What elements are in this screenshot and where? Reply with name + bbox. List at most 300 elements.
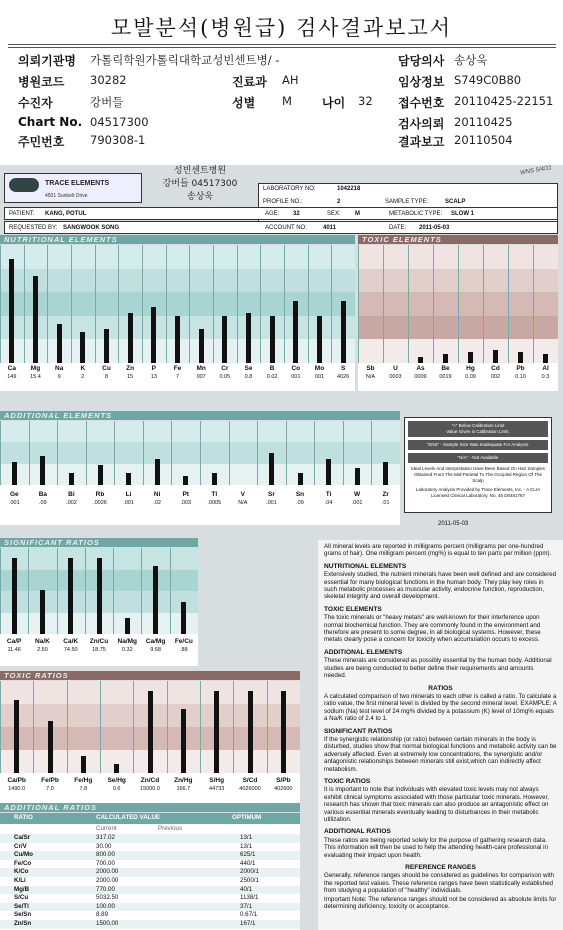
nutritional-title: NUTRITIONAL ELEMENTS [4, 235, 118, 244]
legend-lab: Laboratory Analysis Provided by Trace Elements, Inc. - A CLIA Licensed Clinical Laboratory. No. 45 D0481787 [415, 487, 541, 498]
hospital-code-value: 30282 [90, 73, 127, 87]
toxic-symbol: Hg [466, 365, 475, 372]
ratio-table-row [0, 860, 300, 869]
additional-symbol: Li [125, 491, 132, 498]
nutritional-bar-k [80, 332, 85, 363]
nutritional-symbol: Mo [314, 365, 325, 372]
significant-bar-ca-p [12, 558, 17, 634]
toxic_ratios-symbol: Ca/Pb [7, 777, 26, 784]
toxic_ratios-value: 7.0 [46, 786, 54, 792]
ratio-name: Fe/Co [14, 859, 32, 867]
scan-patient-label: PATIENT: [9, 211, 35, 217]
toxic_ratios-bar-s-cd [248, 691, 253, 773]
ratio-current: 30.00 [96, 842, 112, 850]
toxic-value: 0.10 [515, 374, 526, 380]
additional-value: .001 [351, 500, 363, 506]
requested-label: REQUESTED BY: [9, 225, 58, 231]
toxic_ratios-value: 1490.0 [8, 786, 26, 792]
note-heading: RATIOS [428, 684, 453, 692]
scan-sex-value: M [355, 211, 360, 217]
toxic-bar-al [543, 354, 548, 363]
rrn-label: 주민번호 [18, 135, 65, 149]
chart-no-value: 04517300 [90, 115, 149, 129]
logo-address: 4501 Sunbelt Drive [45, 193, 88, 199]
additional-value: .0026 [93, 500, 107, 506]
toxic-value: 002 [490, 374, 501, 380]
ratio-name: Cu/Mo [14, 851, 33, 859]
toxic-value: 0009 [414, 374, 427, 380]
note-heading: TOXIC ELEMENTS [324, 605, 382, 613]
legend-sns: "SNS" - Sample Size Was Inadequate For Analysis. [408, 440, 548, 450]
ratio-optimum: 1138/1 [240, 894, 259, 902]
stamp-doctor: 송상욱 [186, 192, 214, 202]
toxic-bar-cd [493, 350, 498, 363]
significant-bar-ca-k [68, 558, 73, 634]
profile-label: PROFILE NO.: [263, 199, 303, 205]
significant-symbol: Ca/Mg [145, 638, 166, 645]
hospital-code-label: 병원코드 [18, 75, 65, 89]
ratio-optimum: 13/1 [240, 834, 253, 841]
legend-box [404, 417, 552, 513]
nutritional-symbol: Ca [7, 365, 16, 372]
ratio-table-row [0, 903, 300, 912]
note-text: If the synergistic relationship (or ratio) between certain minerals in the body is disturbed, studies show that normal biological functions and metabolic activity can be adversely affected. Even at extremely low concentrations, the synergistic and/or antagonistic relationships between minerals still exist,which can indirectly affect metabolism. [324, 735, 557, 773]
significant-value: 74.50 [63, 647, 78, 653]
note-heading: ADDITIONAL RATIOS [324, 828, 391, 836]
toxic-gridline [383, 245, 384, 363]
additional-bar-ba [40, 456, 45, 485]
ratio-col-header: RATIO [14, 814, 33, 821]
request-row [4, 221, 558, 234]
additional-value: .04 [324, 500, 333, 506]
additional-gridline [371, 421, 372, 485]
additional-value: .002 [66, 500, 77, 506]
toxic-bar-be [443, 354, 448, 363]
note-heading: REFERENCE RANGES [405, 864, 476, 872]
toxic-gridline [508, 245, 509, 363]
toxic_ratios-bar-s-hg [214, 691, 219, 773]
ratio-name: Mg/B [14, 885, 30, 893]
ratio-table-row [0, 843, 300, 852]
additional-gridline [171, 421, 172, 485]
scan-age-label: AGE: [265, 211, 280, 217]
ratio-table-row [0, 894, 300, 903]
ratio-name: Cr/V [14, 842, 27, 850]
nutritional-value: 001 [291, 374, 301, 380]
nutritional-value: 0.8 [244, 374, 253, 380]
additional-gridline [200, 421, 201, 485]
scan-sex-label: SEX: [327, 211, 341, 217]
additional-title: ADDITIONAL ELEMENTS [4, 411, 113, 420]
legend-line-2: Value Given is Calibration Limit. [446, 429, 510, 434]
nutritional-value: 4026 [337, 374, 350, 380]
note-text: These ratios are being reported solely for the purpose of gathering research data. This information will then be used to help the attending health-care professional in evaluating their impact upon health. [324, 836, 548, 859]
additional-bar-ni [155, 459, 160, 485]
ratio-current: 317.02 [96, 834, 115, 841]
additional-symbol: Sr [267, 491, 275, 498]
significant-symbol: Fe/Cu [174, 638, 193, 645]
note-text: Extensively studied, the nutrient minerals have been well defined and are considered essential for many biological functions in the human body. They play key roles in such metabolic processes as muscular activity, endocrine function, reproduction, skeletal integrity and overall development. [324, 571, 557, 601]
nutritional-value: 15.4 [30, 374, 41, 380]
additional-symbol: Ge [9, 491, 19, 498]
nutritional-bar-zn [128, 313, 133, 363]
additional-symbol: Zr [382, 491, 389, 498]
significant-value: 9.68 [150, 647, 161, 653]
toxic-symbol: Pb [516, 365, 525, 372]
note-heading: SIGNIFICANT RATIOS [324, 727, 393, 735]
significant-gridline [57, 548, 58, 634]
additional-gridline [57, 421, 58, 485]
additional-gridline [257, 421, 258, 485]
nutritional-gridline [142, 245, 143, 363]
significant-gridline [113, 548, 114, 634]
additional-value: .0005 [207, 500, 222, 506]
ratio-table-row [0, 920, 300, 929]
date-value: 2011-05-03 [419, 225, 450, 231]
toxic_ratios-bar-fe-pb [48, 721, 53, 773]
nutritional-value: 007 [196, 374, 206, 380]
nutritional-symbol: Co [291, 365, 301, 372]
toxic_ratios-bar-fe-hg [81, 756, 86, 773]
account-value: 4011 [323, 225, 337, 231]
toxic_ratios-gridline [0, 681, 1, 773]
ratio-table-subheader [0, 824, 300, 835]
scanned-report [0, 165, 563, 930]
stamp-patient: 강버들 04517300 [162, 179, 238, 189]
title-rule [8, 44, 556, 45]
toxic-title: TOXIC ELEMENTS [362, 235, 442, 244]
toxic-header [358, 235, 558, 244]
nutritional-value: 15 [127, 374, 134, 380]
additional-gridline [143, 421, 144, 485]
sig-title: SIGNIFICANT RATIOS [4, 538, 100, 547]
logo-text: TRACE ELEMENTS [45, 180, 110, 187]
toxic_ratios-symbol: S/Hg [209, 777, 225, 784]
additional-value: .09 [296, 500, 304, 506]
nutritional-symbol: B [269, 365, 275, 372]
sex-label: 성별 [232, 96, 256, 110]
nutritional-symbol: Mg [30, 365, 41, 372]
ratio-optimum: 40/1 [240, 885, 253, 893]
additional-symbol: Tl [211, 491, 218, 498]
bottom-date: 2011-05-03 [438, 521, 469, 527]
toxic-bar-pb [518, 352, 523, 363]
additional-bar-sr [269, 453, 274, 485]
additional-gridline [314, 421, 315, 485]
toxic_ratios-gridline [133, 681, 134, 773]
patient-value: 강버들 [90, 95, 124, 109]
toxic_ratios-value: 166.7 [176, 786, 191, 792]
nutritional-symbol: Se [244, 365, 253, 372]
profile-value: 2 [337, 199, 341, 205]
toxic-gridline [433, 245, 434, 363]
ratio-name: Zn/Sn [14, 920, 32, 927]
nutritional-chart [0, 245, 355, 391]
additional-value: .003 [180, 500, 192, 506]
ratio-name: Se/Tl [14, 902, 29, 910]
nutritional-gridline [95, 245, 96, 363]
toxic_ratios-bar-zn-cd [148, 691, 153, 773]
additional-value: .02 [153, 500, 161, 506]
ratio-current: 5032.50 [96, 894, 119, 902]
toxic-symbol: Cd [491, 365, 500, 372]
nutritional-gridline [237, 245, 238, 363]
nutritional-gridline [166, 245, 167, 363]
note-text: These minerals are considered as possibly essential by the human body. Additional studies are being conducted to better define their requirements and amounts needed. [324, 657, 552, 680]
significant-value: 18.75 [92, 647, 106, 653]
dept-label: 진료과 [232, 75, 267, 89]
ratio-table-row [0, 851, 300, 860]
additional-bar-pt [183, 476, 188, 485]
dept-value: AH [282, 73, 299, 87]
toxic-gridline [533, 245, 534, 363]
toxic-value: 0.09 [465, 374, 476, 380]
sample-value: SCALP [445, 199, 466, 205]
toxic-gridline [358, 245, 359, 363]
calc-col-header: CALCULATED VALUE [96, 814, 161, 821]
age-label: 나이 [322, 96, 346, 110]
ratio-table-row [0, 877, 300, 886]
toxic_ratios-value: 0.6 [112, 786, 121, 792]
ratio-optimum: 2000/1 [240, 868, 259, 876]
significant-chart [0, 548, 198, 666]
receipt-value: 20110425-22151 [454, 94, 554, 108]
toxic_ratios-symbol: Se/Hg [107, 777, 126, 784]
note-heading: TOXIC RATIOS [324, 777, 371, 785]
toxic_ratios-symbol: S/Pb [276, 777, 291, 784]
ratio-optimum: 0.67/1 [240, 911, 258, 919]
note-text: It is important to note that individuals with elevated toxic levels may not always exhibit clinical symptoms associated with those particular toxic minerals. However, research has shown that toxic minerals can also produce an antagonistic effect on various essential minerals eventually leading to disturbances in their metabolic utilization. [324, 786, 549, 823]
toxic-gridline [458, 245, 459, 363]
ratio-current: 2000.00 [96, 877, 119, 884]
significant-gridline [0, 548, 1, 634]
ratio-current: 1500.00 [96, 920, 119, 927]
add-ratio-header [0, 803, 300, 812]
nutritional-symbol: Zn [126, 365, 135, 372]
nutritional-bar-b [270, 316, 275, 363]
sex-value: M [282, 94, 292, 108]
add-ratio-title: ADDITIONAL RATIOS [4, 803, 97, 812]
note-text: Important Note: The reference ranges should not be considered as absolute limits for determining deficiency, toxicity or acceptance. [324, 895, 557, 911]
ratio-name: K/Co [14, 868, 29, 876]
significant-symbol: Ca/K [63, 638, 79, 645]
additional-gridline [229, 421, 230, 485]
significant-bar-fe-cu [181, 602, 186, 634]
toxic-gridline [483, 245, 484, 363]
additional-value: N/A [238, 500, 248, 506]
nutritional-gridline [213, 245, 214, 363]
toxic_ratios-bar-se-hg [114, 764, 119, 773]
nutritional-value: 9 [57, 374, 61, 380]
notes-column [318, 540, 563, 930]
additional-symbol: Ni [153, 491, 161, 498]
ratio-optimum: 2500/1 [240, 877, 259, 884]
nutritional-value: 0.02 [266, 374, 278, 380]
ratio-optimum: 13/1 [240, 842, 253, 850]
significant-symbol: Ca/P [6, 638, 22, 645]
ratio-optimum: 167/1 [240, 920, 256, 927]
lab-no-label: LABORATORY NO: [263, 186, 316, 192]
doctor-label: 담당의사 [398, 54, 445, 68]
nutritional-band [0, 245, 355, 269]
toxic_ratios-value: 7.8 [79, 786, 88, 792]
institution-label: 의뢰기관명 [18, 54, 76, 68]
significant-value: 11.46 [7, 647, 21, 653]
age-value: 32 [358, 94, 373, 108]
additional-symbol: V [240, 491, 246, 498]
nutritional-bar-cu [104, 329, 109, 363]
ratio-table-row [0, 834, 300, 843]
nutritional-value: 8 [104, 374, 109, 380]
sig-header [0, 538, 198, 547]
nutritional-symbol: Fe [173, 365, 182, 372]
note-heading: NUTRITIONAL ELEMENTS [324, 562, 407, 570]
hospital-stamp [140, 165, 260, 205]
note-text: The toxic minerals or "heavy metals" are well-known for their interference upon normal biochemical function. They are commonly found in the environment and therefore are present to some degree, in all biological systems. However, these metals clearly pose a concern for toxicity when accumulation occurs to excess. [324, 614, 541, 644]
ratio-name: K/Li [14, 877, 26, 884]
nutritional-value: 149 [7, 374, 17, 380]
nutritional-gridline [331, 245, 332, 363]
toxic_ratios-value: 402600 [274, 786, 293, 792]
significant-value: 0.32 [121, 647, 133, 653]
additional-symbol: W [354, 491, 361, 498]
ratio-current: 100.00 [96, 902, 115, 910]
nutritional-value: 13 [150, 374, 157, 380]
doctor-value: 송상욱 [454, 53, 488, 67]
ratio-optimum: 440/1 [240, 859, 256, 867]
nutritional-bar-s [341, 301, 346, 363]
ratio-table-row [0, 868, 300, 877]
nutritional-value: 001 [314, 374, 325, 380]
toxic-symbol: Sb [366, 365, 375, 372]
lab-no-value: 1042218 [337, 186, 361, 192]
nutritional-gridline [189, 245, 190, 363]
nutritional-symbol: Na [55, 365, 64, 372]
additional-bar-bi [69, 473, 74, 485]
report-date-label: 결과보고 [398, 135, 445, 149]
additional-gridline [286, 421, 287, 485]
report-title: 모발분석(병원급) 검사결과보고서 [110, 16, 453, 40]
toxic_ratios-symbol: S/Cd [242, 777, 258, 784]
toxic-chart [358, 245, 558, 391]
additional-symbol: Rb [95, 491, 105, 498]
toxic-value: 0.3 [541, 374, 550, 380]
toxic_ratios-gridline [67, 681, 68, 773]
logo-emblem [9, 178, 39, 192]
significant-bar-na-mg [125, 618, 130, 634]
additional-bar-li [126, 473, 131, 485]
nutritional-bar-cr [222, 316, 227, 363]
toxic_ratios-symbol: Fe/Pb [41, 777, 59, 784]
nutritional-symbol: P [151, 365, 156, 372]
current-col-header: Current [96, 824, 117, 832]
metabolic-label: METABOLIC TYPE: [389, 211, 443, 217]
additional-symbol: Pt [182, 491, 189, 498]
legend-calibration [408, 421, 548, 437]
additional-gridline [114, 421, 115, 485]
patient-label: 수진자 [18, 96, 53, 110]
significant-gridline [85, 548, 86, 634]
nutritional-bar-co [293, 301, 298, 363]
toxic-gridline [408, 245, 409, 363]
nutritional-bar-se [246, 313, 251, 363]
scan-patient-value: KANG, POTUL [45, 211, 87, 217]
additional-gridline [86, 421, 87, 485]
nutritional-symbol: Mn [196, 365, 206, 372]
toxic_ratios-bar-zn-hg [181, 709, 186, 774]
additional-symbol: Ba [38, 491, 47, 498]
handwritten-note: WNS 5/4/11 [519, 165, 553, 177]
additional-symbol: Sn [295, 491, 305, 498]
toxic-ratio-title: TOXIC RATIOS [4, 671, 69, 680]
additional-bar-ti [326, 459, 331, 485]
additional-ratios-table [0, 813, 300, 930]
toxic_ratios-gridline [267, 681, 268, 773]
receipt-label: 접수번호 [398, 96, 445, 110]
nutritional-band [0, 292, 355, 316]
nutritional-value: 2 [81, 374, 85, 380]
significant-gridline [28, 548, 29, 634]
account-label: ACCOUNT NO: [265, 225, 307, 231]
legend-na: "N/A" - Not Available [408, 453, 548, 463]
ratio-current: 2000.00 [96, 868, 119, 876]
ratio-table-header [0, 813, 300, 824]
clinical-label: 임상정보 [398, 75, 445, 89]
toxic_ratios-symbol: Zn/Hg [174, 777, 193, 784]
additional-bar-sn [298, 473, 303, 485]
nutritional-bar-p [151, 307, 156, 363]
ratio-table-row [0, 911, 300, 920]
significant-bar-ca-mg [153, 566, 158, 634]
request-date-label: 검사의뢰 [398, 117, 445, 131]
ratio-optimum: 37/1 [240, 902, 253, 910]
chart-no-label: Chart No. [18, 115, 83, 129]
optimum-col-header: OPTIMUM [232, 814, 262, 821]
clinical-value: S749C0B80 [454, 73, 522, 87]
significant-symbol: Na/Mg [117, 638, 138, 645]
nutritional-gridline [24, 245, 25, 363]
additional-chart [0, 421, 400, 525]
ratio-name: Ca/Sr [14, 834, 31, 841]
additional-gridline [29, 421, 30, 485]
request-date-value: 20110425 [454, 115, 513, 129]
nutritional-gridline [284, 245, 285, 363]
nutritional-value: 7 [175, 374, 180, 380]
toxic-symbol: Al [542, 365, 549, 372]
nutritional-bar-mn [199, 329, 204, 363]
nutritional-bar-mo [317, 316, 322, 363]
note-heading: ADDITIONAL ELEMENTS [324, 648, 403, 656]
title-rule-2 [8, 47, 556, 48]
toxic_ratios-value: 4026000 [239, 786, 261, 792]
metabolic-value: SLOW 1 [451, 211, 475, 217]
ratio-name: S/Cu [14, 894, 29, 902]
nutritional-bar-fe [175, 316, 180, 363]
significant-gridline [170, 548, 171, 634]
additional-value: .001 [8, 500, 20, 506]
patient-row [4, 207, 558, 220]
toxic-value: 0003 [389, 374, 402, 380]
legend-line-1: "<" Below Calibration Limit [451, 423, 505, 428]
note-text: A calculated comparison of two minerals to each other is called a ratio. To calculate a ratio value, the first mineral level is divided by the second mineral level. EXAMPLE: A sodium (Na) test level of 24 mg% divided by a potassium (K) level of 10mg% equals a Na/K ratio of 2.4 to 1. [324, 692, 557, 723]
additional-symbol: Ti [325, 491, 332, 498]
toxic_ratios-value: 15000.0 [140, 786, 160, 792]
toxic_ratios-bar-ca-pb [14, 700, 19, 773]
nutritional-symbol: Cr [221, 365, 229, 372]
additional-value: .001 [266, 500, 277, 506]
additional-value: .01 [381, 500, 390, 506]
nutritional-header [0, 235, 355, 244]
